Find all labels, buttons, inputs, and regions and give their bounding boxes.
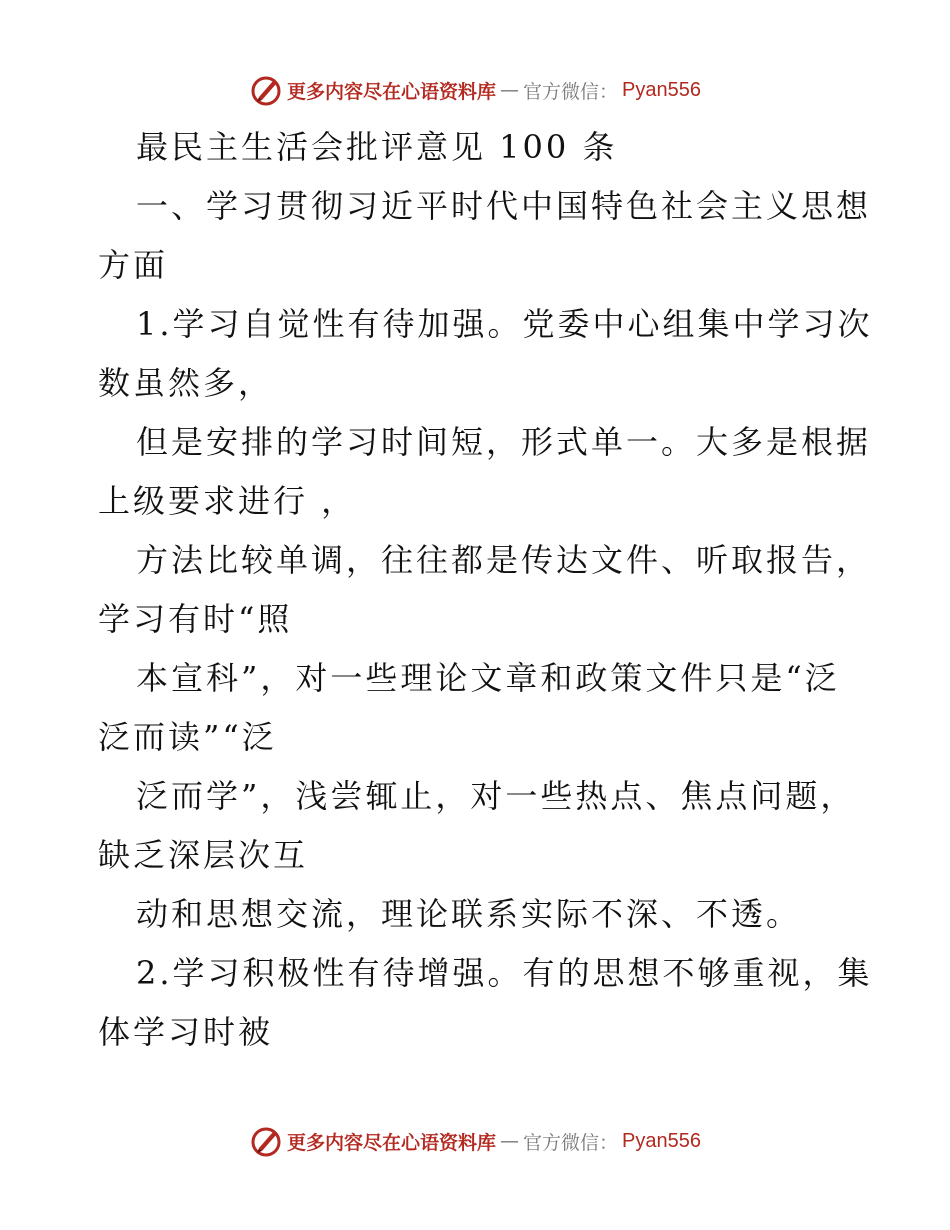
paragraph xyxy=(98,295,873,413)
paragraph xyxy=(98,885,854,944)
watermark-main-text: 更多内容尽在心语资料库 xyxy=(287,1131,497,1154)
pen-circle-logo-icon xyxy=(249,1124,283,1158)
paragraph-line: 缺乏深层次互 xyxy=(98,836,309,874)
paragraph-line: 体学习时被 xyxy=(98,1013,274,1051)
paragraph-line: 泛而学”，浅尝辄止，对一些热点、焦点问题， xyxy=(136,777,856,815)
paragraph-line: 2.学习积极性有待增强。有的思想不够重视，集 xyxy=(136,954,873,992)
watermark-wechat-id: Pyan556 xyxy=(622,1129,701,1152)
paragraph-line: 动和思想交流，理论联系实际不深、不透。 xyxy=(136,895,802,933)
paragraph-line: 1.学习自觉性有待加强。党委中心组集中学习次 xyxy=(136,305,873,343)
watermark-dash: — xyxy=(500,79,520,101)
paragraph-line: 上级要求进行 ， xyxy=(98,482,357,520)
paragraph xyxy=(98,767,854,885)
paragraph xyxy=(98,413,872,531)
paragraph-line: 学习有时“照 xyxy=(98,600,293,638)
paragraph-line: 方面 xyxy=(98,246,169,284)
watermark-official-label: 官方微信： xyxy=(523,80,619,103)
watermark-banner xyxy=(249,1124,701,1158)
document-body xyxy=(98,118,873,1062)
watermark-official-label: 官方微信： xyxy=(523,1131,619,1154)
paragraph xyxy=(98,177,872,295)
watermark-wechat-id: Pyan556 xyxy=(622,78,701,101)
paragraph-line: 但是安排的学习时间短，形式单一。大多是根据 xyxy=(136,423,872,461)
header-watermark xyxy=(0,70,950,110)
paragraph xyxy=(98,944,873,1062)
watermark-dash: — xyxy=(500,1130,520,1152)
paragraph xyxy=(98,649,854,767)
pen-circle-logo-icon xyxy=(249,73,283,107)
paragraph-line: 本宣科”，对一些理论文章和政策文件只是“泛 xyxy=(136,659,840,697)
document-title xyxy=(98,118,854,177)
paragraph-line: 泛而读”“泛 xyxy=(98,718,277,756)
footer-watermark xyxy=(0,1121,950,1161)
watermark-main-text: 更多内容尽在心语资料库 xyxy=(287,80,497,103)
watermark-banner xyxy=(249,73,701,107)
paragraph-line: 数虽然多， xyxy=(98,364,274,402)
paragraph xyxy=(98,531,872,649)
paragraph-line: 方法比较单调，往往都是传达文件、听取报告， xyxy=(136,541,872,579)
paragraph-line: 一、学习贯彻习近平时代中国特色社会主义思想 xyxy=(136,187,872,225)
title-text: 最民主生活会批评意见 100 条 xyxy=(136,128,618,166)
